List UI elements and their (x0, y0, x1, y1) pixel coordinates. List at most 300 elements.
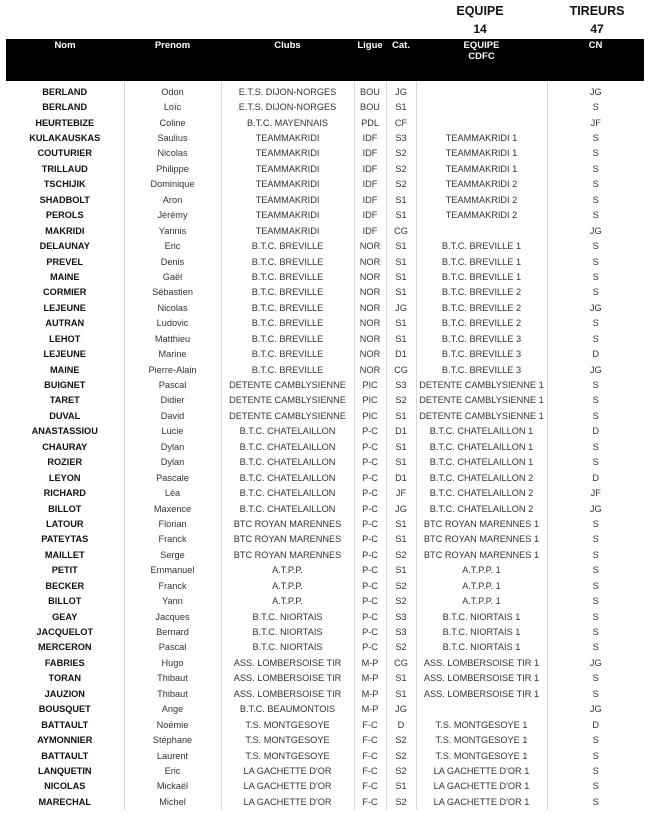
cell-ligue: NOR (354, 316, 386, 331)
cell-prenom: Marine (124, 346, 221, 361)
cell-ligue: P-C (354, 532, 386, 547)
cell-cat: JG (386, 501, 416, 516)
cell-equipe: B.T.C. NIORTAIS 1 (416, 624, 547, 639)
table-row (6, 763, 644, 778)
cell-ligue: F-C (354, 794, 386, 809)
cell-equipe: T.S. MONTGESOYE 1 (416, 717, 547, 732)
cell-prenom: Franck (124, 578, 221, 593)
cell-cat: S1 (386, 316, 416, 331)
table-row (6, 130, 644, 145)
table-row (6, 269, 644, 284)
cell-prenom: Laurent (124, 748, 221, 763)
cell-cat: S1 (386, 408, 416, 423)
cell-cat: S1 (386, 439, 416, 454)
cell-prenom: Aron (124, 192, 221, 207)
cell-club: B.T.C. NIORTAIS (221, 609, 354, 624)
cell-cat: S2 (386, 640, 416, 655)
cell-nom: DUVAL (49, 410, 81, 421)
table-row (6, 732, 644, 747)
table-row (6, 671, 644, 686)
table-row (6, 779, 644, 794)
cell-prenom: Jacques (124, 609, 221, 624)
table-row (6, 717, 644, 732)
cell-club: B.T.C. NIORTAIS (221, 624, 354, 639)
cell-nom: PATEYTAS (41, 534, 89, 545)
cell-nom: BOUSQUET (38, 704, 91, 715)
cell-equipe: B.T.C. CHATELAILLON 2 (416, 485, 547, 500)
table-row (6, 547, 644, 562)
cell-ligue: F-C (354, 732, 386, 747)
cell-nom: COUTURIER (37, 148, 93, 159)
cell-nom: FABRIES (44, 657, 85, 668)
shooters-table (6, 39, 644, 810)
cell-ligue: P-C (354, 609, 386, 624)
cell-cat: D (386, 717, 416, 732)
cell-ligue: F-C (354, 717, 386, 732)
cell-cn: S (547, 130, 644, 145)
cell-equipe: B.T.C. BREVILLE 3 (416, 362, 547, 377)
cell-club: TEAMMAKRIDI (221, 161, 354, 176)
cell-nom: LANQUETIN (37, 765, 92, 776)
table-row (6, 424, 644, 439)
cell-ligue: P-C (354, 455, 386, 470)
table-row (6, 501, 644, 516)
table-row (6, 146, 644, 161)
table-row (6, 655, 644, 670)
cell-ligue: P-C (354, 593, 386, 608)
cell-ligue: P-C (354, 439, 386, 454)
cell-ligue: P-C (354, 516, 386, 531)
cell-equipe: ASS. LOMBERSOISE TIR 1 (416, 686, 547, 701)
table-row (6, 316, 644, 331)
cell-ligue: P-C (354, 578, 386, 593)
cell-nom: BILLOT (48, 503, 82, 514)
cell-cn: S (547, 316, 644, 331)
cell-cat: CF (386, 115, 416, 130)
cell-equipe: DETENTE CAMBLYSIENNE 1 (416, 377, 547, 392)
cell-cat: S2 (386, 161, 416, 176)
cell-cn: JG (547, 655, 644, 670)
cell-club: BTC ROYAN MARENNES (221, 547, 354, 562)
cell-club: TEAMMAKRIDI (221, 192, 354, 207)
cell-cat: S1 (386, 99, 416, 114)
cell-prenom: Jérémy (124, 208, 221, 223)
table-row (6, 362, 644, 377)
cell-cn: JG (547, 223, 644, 238)
cell-cat: CG (386, 223, 416, 238)
header-equipe (416, 39, 547, 81)
cell-equipe: TEAMMAKRIDI 2 (416, 192, 547, 207)
cell-nom: MAKRIDI (45, 225, 85, 236)
cell-equipe: ASS. LOMBERSOISE TIR 1 (416, 671, 547, 686)
cell-ligue: M-P (354, 686, 386, 701)
cell-nom: LEJEUNE (43, 349, 86, 360)
cell-club: DETENTE CAMBLYSIENNE (221, 408, 354, 423)
table-row (6, 408, 644, 423)
table-row (6, 393, 644, 408)
cell-cat: S1 (386, 671, 416, 686)
cell-nom: CORMIER (43, 287, 87, 298)
cell-equipe: B.T.C. BREVILLE 1 (416, 238, 547, 253)
cell-prenom: Gaël (124, 269, 221, 284)
cell-cat: S1 (386, 238, 416, 253)
cell-equipe: TEAMMAKRIDI 2 (416, 177, 547, 192)
summary-header (0, 0, 650, 40)
cell-cat: S2 (386, 177, 416, 192)
cell-cat: S2 (386, 732, 416, 747)
cell-nom: PETIT (51, 565, 78, 576)
cell-prenom: Eric (124, 238, 221, 253)
cell-ligue: PIC (354, 393, 386, 408)
cell-ligue: P-C (354, 470, 386, 485)
table-row (6, 208, 644, 223)
cell-prenom: Nicolas (124, 146, 221, 161)
cell-cn: S (547, 377, 644, 392)
table-row (6, 300, 644, 315)
cell-ligue: NOR (354, 346, 386, 361)
cell-club: LA GACHETTE D'OR (221, 763, 354, 778)
cell-equipe: ASS. LOMBERSOISE TIR 1 (416, 655, 547, 670)
cell-equipe: BTC ROYAN MARENNES 1 (416, 516, 547, 531)
cell-equipe: A.T.P.P. 1 (416, 593, 547, 608)
cell-nom: HEURTEBIZE (35, 117, 95, 128)
cell-nom: BATTAULT (41, 719, 89, 730)
header-nom: Nom (54, 40, 76, 51)
cell-prenom: Michel (124, 794, 221, 809)
cell-nom: ROZIER (47, 457, 83, 468)
cell-prenom: Dominique (124, 177, 221, 192)
cell-cn: S (547, 686, 644, 701)
cell-prenom: Yann (124, 593, 221, 608)
header-equipe-line2: CDFC (468, 51, 495, 62)
cell-prenom: Stéphane (124, 732, 221, 747)
tireurs-summary-label: TIREURS (569, 4, 625, 18)
cell-prenom: Denis (124, 254, 221, 269)
cell-nom: TRILLAUD (41, 163, 88, 174)
cell-ligue: P-C (354, 563, 386, 578)
table-row (6, 686, 644, 701)
cell-prenom: Ange (124, 702, 221, 717)
table-row (6, 115, 644, 130)
cell-ligue: IDF (354, 161, 386, 176)
cell-club: B.T.C. BREVILLE (221, 238, 354, 253)
cell-cn: S (547, 269, 644, 284)
cell-club: B.T.C. BREVILLE (221, 300, 354, 315)
equipe-count: 14 (473, 22, 487, 36)
cell-cn: D (547, 717, 644, 732)
cell-equipe: B.T.C. CHATELAILLON 2 (416, 501, 547, 516)
table-row (6, 346, 644, 361)
cell-cat: CG (386, 655, 416, 670)
cell-cn: S (547, 208, 644, 223)
cell-club: B.T.C. CHATELAILLON (221, 455, 354, 470)
table-header (6, 39, 644, 81)
cell-cn: S (547, 563, 644, 578)
cell-nom: PREVEL (46, 256, 84, 267)
table-row (6, 238, 644, 253)
table-row (6, 563, 644, 578)
cell-cat: S2 (386, 146, 416, 161)
cell-club: ASS. LOMBERSOISE TIR (221, 686, 354, 701)
cell-cn: JF (547, 115, 644, 130)
cell-cat: D1 (386, 470, 416, 485)
cell-cn: S (547, 732, 644, 747)
cell-ligue: P-C (354, 547, 386, 562)
cell-nom: SHADBOLT (39, 194, 90, 205)
cell-cn: JF (547, 485, 644, 500)
cell-nom: NICOLAS (44, 781, 86, 792)
cell-club: B.T.C. BREVILLE (221, 285, 354, 300)
cell-nom: PEROLS (45, 210, 84, 221)
cell-equipe: B.T.C. CHATELAILLON 1 (416, 424, 547, 439)
cell-ligue: M-P (354, 702, 386, 717)
cell-club: DETENTE CAMBLYSIENNE (221, 377, 354, 392)
cell-equipe: B.T.C. NIORTAIS 1 (416, 609, 547, 624)
cell-cn: S (547, 192, 644, 207)
cell-cn: JG (547, 362, 644, 377)
table-row (6, 285, 644, 300)
cell-ligue: IDF (354, 223, 386, 238)
cell-cat: D1 (386, 346, 416, 361)
cell-equipe (416, 115, 547, 130)
cell-ligue: NOR (354, 254, 386, 269)
cell-cn: D (547, 424, 644, 439)
cell-prenom: Serge (124, 547, 221, 562)
cell-nom: TARET (49, 395, 80, 406)
cell-equipe: LA GACHETTE D'OR 1 (416, 794, 547, 809)
table-row (6, 192, 644, 207)
cell-cn: S (547, 748, 644, 763)
cell-club: B.T.C. BREVILLE (221, 316, 354, 331)
cell-equipe: TEAMMAKRIDI 1 (416, 146, 547, 161)
cell-cat: S1 (386, 331, 416, 346)
cell-ligue: IDF (354, 192, 386, 207)
cell-cat: S2 (386, 593, 416, 608)
cell-ligue: P-C (354, 424, 386, 439)
cell-ligue: P-C (354, 501, 386, 516)
cell-prenom: Léa (124, 485, 221, 500)
cell-cn: S (547, 285, 644, 300)
cell-cn: JG (547, 501, 644, 516)
cell-club: E.T.S. DIJON-NORGES (221, 99, 354, 114)
cell-cat: JG (386, 300, 416, 315)
cell-nom: BUIGNET (44, 380, 86, 391)
cell-cat: S3 (386, 130, 416, 145)
cell-club: LA GACHETTE D'OR (221, 779, 354, 794)
cell-equipe: B.T.C. CHATELAILLON 1 (416, 439, 547, 454)
cell-cn: S (547, 393, 644, 408)
cell-equipe (416, 84, 547, 99)
cell-ligue: BOU (354, 84, 386, 99)
cell-nom: CHAURAY (42, 441, 88, 452)
cell-ligue: PDL (354, 115, 386, 130)
cell-cn: S (547, 238, 644, 253)
cell-club: B.T.C. CHATELAILLON (221, 439, 354, 454)
cell-equipe: TEAMMAKRIDI 1 (416, 130, 547, 145)
cell-prenom: Matthieu (124, 331, 221, 346)
cell-club: E.T.S. DIJON-NORGES (221, 84, 354, 99)
cell-cat: S1 (386, 516, 416, 531)
cell-cn: D (547, 470, 644, 485)
cell-club: ASS. LOMBERSOISE TIR (221, 655, 354, 670)
cell-cn: S (547, 177, 644, 192)
table-row (6, 161, 644, 176)
cell-cn: S (547, 779, 644, 794)
cell-cn: S (547, 763, 644, 778)
cell-club: B.T.C. BEAUMONTOIS (221, 702, 354, 717)
cell-prenom: Eric (124, 763, 221, 778)
cell-equipe: B.T.C. BREVILLE 2 (416, 316, 547, 331)
cell-club: TEAMMAKRIDI (221, 223, 354, 238)
cell-ligue: PIC (354, 377, 386, 392)
cell-equipe: B.T.C. CHATELAILLON 2 (416, 470, 547, 485)
cell-cn: S (547, 146, 644, 161)
cell-ligue: F-C (354, 748, 386, 763)
cell-nom: GEAY (52, 611, 78, 622)
cell-ligue: NOR (354, 300, 386, 315)
cell-cn: S (547, 624, 644, 639)
cell-cn: S (547, 547, 644, 562)
cell-cat: S1 (386, 192, 416, 207)
cell-ligue: PIC (354, 408, 386, 423)
cell-club: T.S. MONTGESOYE (221, 748, 354, 763)
cell-nom: MARECHAL (38, 796, 92, 807)
cell-equipe (416, 223, 547, 238)
cell-nom: LATOUR (46, 518, 84, 529)
header-prenom: Prenom (154, 40, 191, 51)
cell-cn: S (547, 532, 644, 547)
cell-prenom: Bernard (124, 624, 221, 639)
header-ligue: Ligue (357, 40, 383, 51)
cell-equipe: BTC ROYAN MARENNES 1 (416, 532, 547, 547)
cell-cat: S1 (386, 285, 416, 300)
cell-ligue: P-C (354, 624, 386, 639)
cell-cat: D1 (386, 424, 416, 439)
cell-club: A.T.P.P. (221, 593, 354, 608)
cell-club: TEAMMAKRIDI (221, 208, 354, 223)
table-row (6, 470, 644, 485)
header-clubs: Clubs (274, 40, 301, 51)
cell-equipe: B.T.C. CHATELAILLON 1 (416, 455, 547, 470)
table-row (6, 485, 644, 500)
table-row (6, 794, 644, 809)
table-row (6, 177, 644, 192)
cell-nom: MERCERON (37, 642, 92, 653)
cell-prenom: Yannis (124, 223, 221, 238)
cell-cn: S (547, 640, 644, 655)
cell-nom: LEJEUNE (43, 302, 86, 313)
cell-ligue: F-C (354, 763, 386, 778)
cell-nom: LEYON (48, 472, 81, 483)
cell-cat: S1 (386, 779, 416, 794)
cell-cat: S2 (386, 763, 416, 778)
cell-prenom: Thibaut (124, 686, 221, 701)
cell-ligue: M-P (354, 671, 386, 686)
cell-cn: S (547, 593, 644, 608)
cell-cat: S1 (386, 563, 416, 578)
cell-cat: S3 (386, 377, 416, 392)
cell-club: A.T.P.P. (221, 578, 354, 593)
cell-club: TEAMMAKRIDI (221, 177, 354, 192)
cell-ligue: NOR (354, 269, 386, 284)
cell-ligue: NOR (354, 238, 386, 253)
cell-club: TEAMMAKRIDI (221, 130, 354, 145)
cell-prenom: Philippe (124, 161, 221, 176)
cell-nom: BECKER (45, 580, 85, 591)
cell-club: B.T.C. BREVILLE (221, 269, 354, 284)
cell-prenom: Mickaël (124, 779, 221, 794)
cell-prenom: Pascal (124, 640, 221, 655)
cell-club: B.T.C. NIORTAIS (221, 640, 354, 655)
cell-club: A.T.P.P. (221, 563, 354, 578)
table-row (6, 331, 644, 346)
cell-club: B.T.C. CHATELAILLON (221, 424, 354, 439)
cell-prenom: Loïc (124, 99, 221, 114)
cell-prenom: Hugo (124, 655, 221, 670)
cell-club: LA GACHETTE D'OR (221, 794, 354, 809)
cell-cn: S (547, 439, 644, 454)
cell-cat: JF (386, 485, 416, 500)
cell-cat: S1 (386, 254, 416, 269)
cell-ligue: P-C (354, 640, 386, 655)
header-equipe-line1: EQUIPE (463, 40, 500, 51)
cell-cn: JG (547, 84, 644, 99)
cell-prenom: Didier (124, 393, 221, 408)
tireurs-count: 47 (590, 22, 604, 36)
cell-nom: TORAN (48, 673, 81, 684)
cell-equipe: A.T.P.P. 1 (416, 578, 547, 593)
table-row (6, 532, 644, 547)
cell-club: B.T.C. BREVILLE (221, 254, 354, 269)
table-row (6, 377, 644, 392)
cell-cat: S2 (386, 393, 416, 408)
cell-cat: JG (386, 702, 416, 717)
table-row (6, 593, 644, 608)
cell-nom: BATTAULT (41, 750, 89, 761)
cell-nom: ANASTASSIOU (31, 426, 98, 437)
header-cn: CN (588, 40, 603, 51)
cell-club: B.T.C. MAYENNAIS (221, 115, 354, 130)
cell-prenom: Dylan (124, 455, 221, 470)
cell-cn: S (547, 794, 644, 809)
cell-cn: S (547, 671, 644, 686)
cell-equipe: B.T.C. BREVILLE 1 (416, 269, 547, 284)
cell-nom: KULAKAUSKAS (29, 133, 101, 144)
cell-club: B.T.C. BREVILLE (221, 346, 354, 361)
cell-cn: S (547, 254, 644, 269)
header-cat: Cat. (392, 40, 410, 51)
cell-equipe: B.T.C. BREVILLE 1 (416, 254, 547, 269)
cell-equipe: B.T.C. BREVILLE 3 (416, 331, 547, 346)
cell-club: T.S. MONTGESOYE (221, 717, 354, 732)
cell-club: TEAMMAKRIDI (221, 146, 354, 161)
cell-cn: S (547, 331, 644, 346)
cell-nom: BERLAND (42, 102, 88, 113)
cell-cn: JG (547, 300, 644, 315)
table-row (6, 702, 644, 717)
cell-cn: S (547, 516, 644, 531)
cell-club: DETENTE CAMBLYSIENNE (221, 393, 354, 408)
cell-cat: S3 (386, 624, 416, 639)
table-row (6, 455, 644, 470)
cell-nom: LEHOT (49, 333, 81, 344)
cell-nom: BERLAND (42, 86, 88, 97)
cell-prenom: Ludovic (124, 316, 221, 331)
cell-prenom: Pascale (124, 470, 221, 485)
cell-equipe: TEAMMAKRIDI 1 (416, 161, 547, 176)
cell-prenom: Odon (124, 84, 221, 99)
cell-equipe: DETENTE CAMBLYSIENNE 1 (416, 393, 547, 408)
